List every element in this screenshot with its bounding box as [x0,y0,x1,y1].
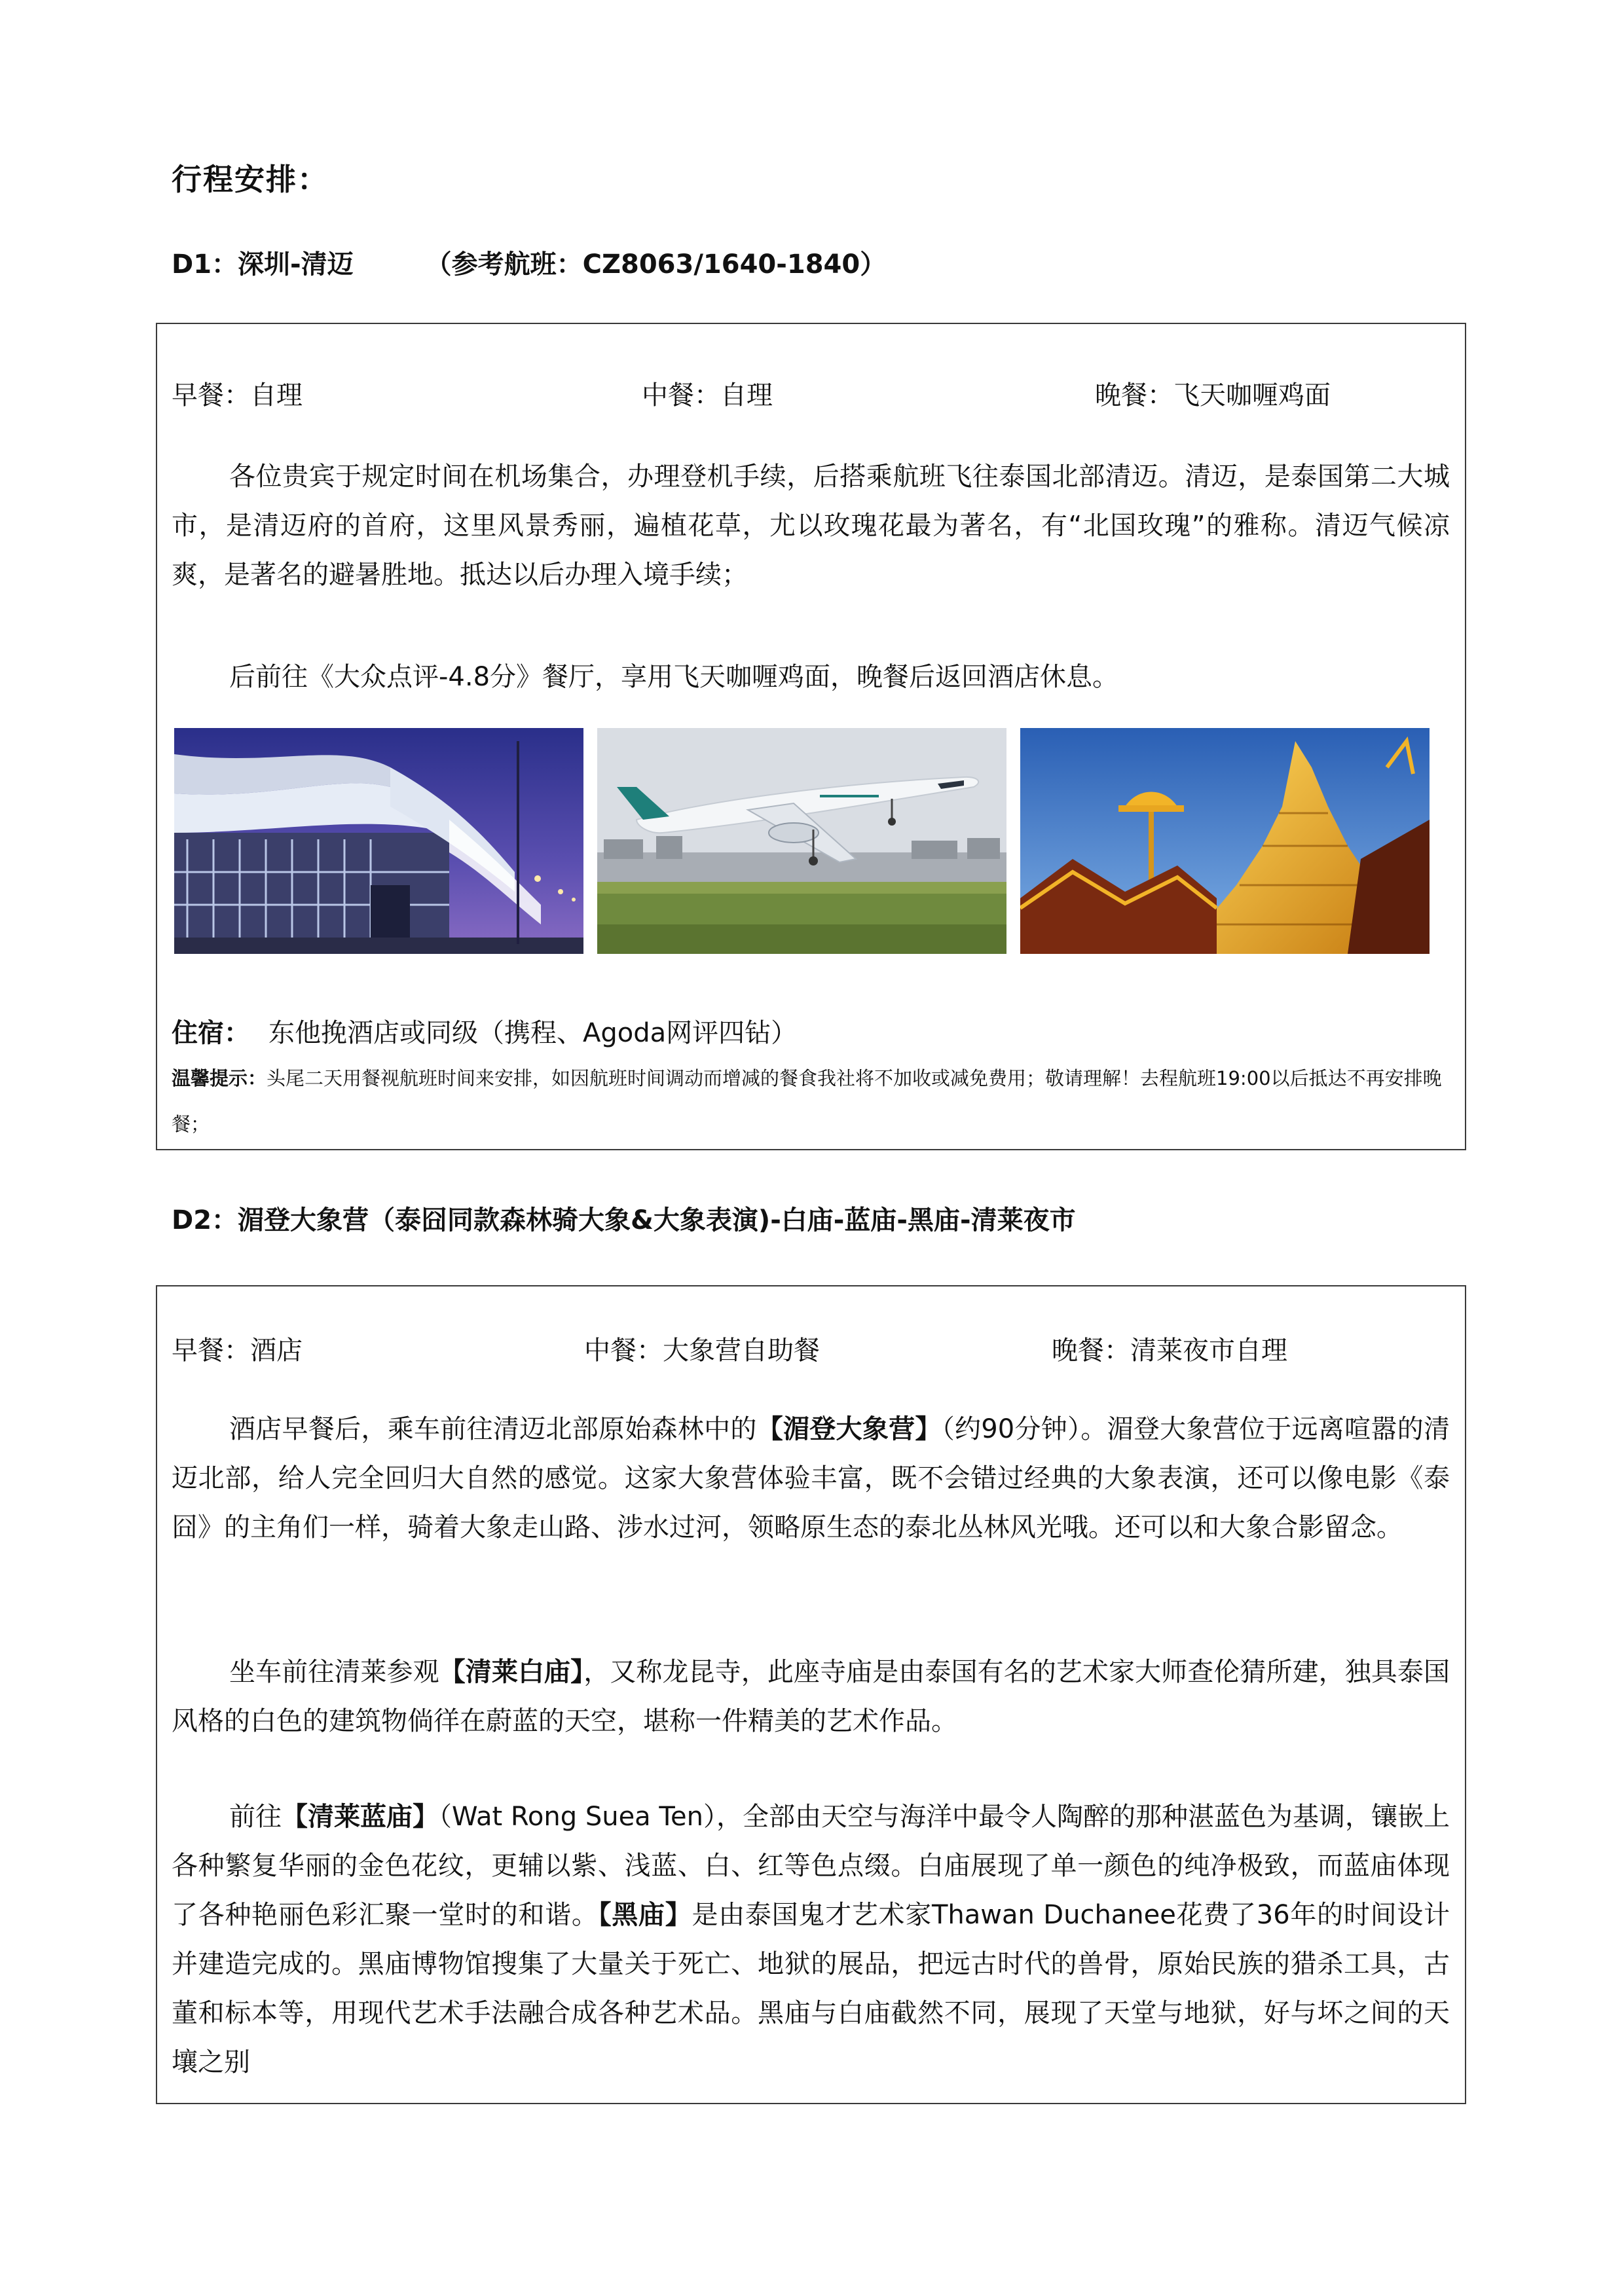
day2-paragraph-elephant-camp: 酒店早餐后，乘车前往清迈北部原始森林中的【湄登大象营】（约90分钟）。湄登大象营位于远离喧嚣的清迈北部，给人完全回归大自然的感觉。这家大象营体验丰富，既不会错过经典的大象表演，还可以像电影《泰囧》的主角们一样，骑着大象走山路、涉水过河，领略原生态的泰北丛林风光哦。还可以和大象合影留念。 [172,1414,1450,1542]
day1-flight: （参考航班：CZ8063/1640-1840） [425,249,887,280]
day2-paragraph-blue-black-temple: 前往【清莱蓝庙】（Wat Rong Suea Ten），全部由天空与海洋中最令人陶醉的那种湛蓝色为基调，镶嵌上各种繁复华丽的金色花纹，更辅以紫、浅蓝、白、红等色点缀。白庙展现了单一颜色的纯净极致，而蓝庙体现了各种艳丽色彩汇聚一堂时的和谐。【黑庙】是由泰国鬼才艺术家Thawan Duchanee花费了36年的时间设计并建造完成的。黑庙博物馆搜集了大量关于死亡、地狱的展品，把远古时代的兽骨，原始民族的猎杀工具，古董和标本等，用现代艺术手法融合成各种艺术品。黑庙与白庙截然不同，展现了天堂与地狱，好与坏之间的天壤之别 [172,1802,1450,2077]
day1-breakfast: 早餐：自理 [172,380,303,410]
section-title: 行程安排： [172,162,329,197]
tips-text: 头尾二天用餐视航班时间来安排，如因航班时间调动而增减的餐食我社将不加收或减免费用；敬请理解！去程航班19:00以后抵达不再安排晚餐； [172,1067,1442,1135]
day2-paragraph-white-temple: 坐车前往清莱参观【清莱白庙】，又称龙昆寺，此座寺庙是由泰国有名的艺术家大师查伦猜所建，独具泰国风格的白色的建筑物倘徉在蔚蓝的天空，堪称一件精美的艺术作品。 [172,1657,1450,1736]
blue-temple-highlight: 【清莱蓝庙】 [282,1802,439,1832]
white-temple-highlight: 【清莱白庙】 [439,1657,584,1687]
hotel-value: 东他挽酒店或同级（携程、Agoda网评四钻） [268,1018,798,1048]
tips-label: 温馨提示： [172,1067,267,1089]
day1-tips [172,1055,1450,1147]
day1-header [172,244,886,281]
elephant-camp-highlight: 【湄登大象营】 [756,1414,942,1444]
day1-lunch: 中餐：自理 [642,380,773,410]
day1-paragraph-2: 后前往《大众点评-4.8分》餐厅，享用飞天咖喱鸡面，晚餐后返回酒店休息。 [229,662,1119,692]
day1-hotel [172,1012,797,1049]
day1-paragraph-1: 各位贵宾于规定时间在机场集合，办理登机手续，后搭乘航班飞往泰国北部清迈。清迈，是泰国第二大城市，是清迈府的首府，这里风景秀丽，遍植花草，尤以玫瑰花最为著名，有“北国玫瑰”的雅称。清迈气候凉爽，是著名的避暑胜地。抵达以后办理入境手续； [172,462,1450,590]
hotel-label: 住宿： [172,1018,250,1048]
black-temple-highlight: 【黑庙】 [598,1900,692,1930]
airport-terminal-photo [174,728,583,954]
day2-breakfast: 早餐：酒店 [172,1336,303,1366]
day2-header: D2：湄登大象营（泰囧同款森林骑大象&大象表演)-白庙-蓝庙-黑庙-清莱夜市 [172,1205,1076,1235]
golden-temple-photo [1020,728,1430,954]
day1-route: D1：深圳-清迈 [172,249,354,280]
day2-lunch: 中餐：大象营自助餐 [584,1336,820,1366]
day1-dinner: 晚餐：飞天咖喱鸡面 [1095,380,1331,410]
airplane-takeoff-photo [597,728,1006,954]
day2-dinner: 晚餐：清莱夜市自理 [1052,1336,1287,1366]
